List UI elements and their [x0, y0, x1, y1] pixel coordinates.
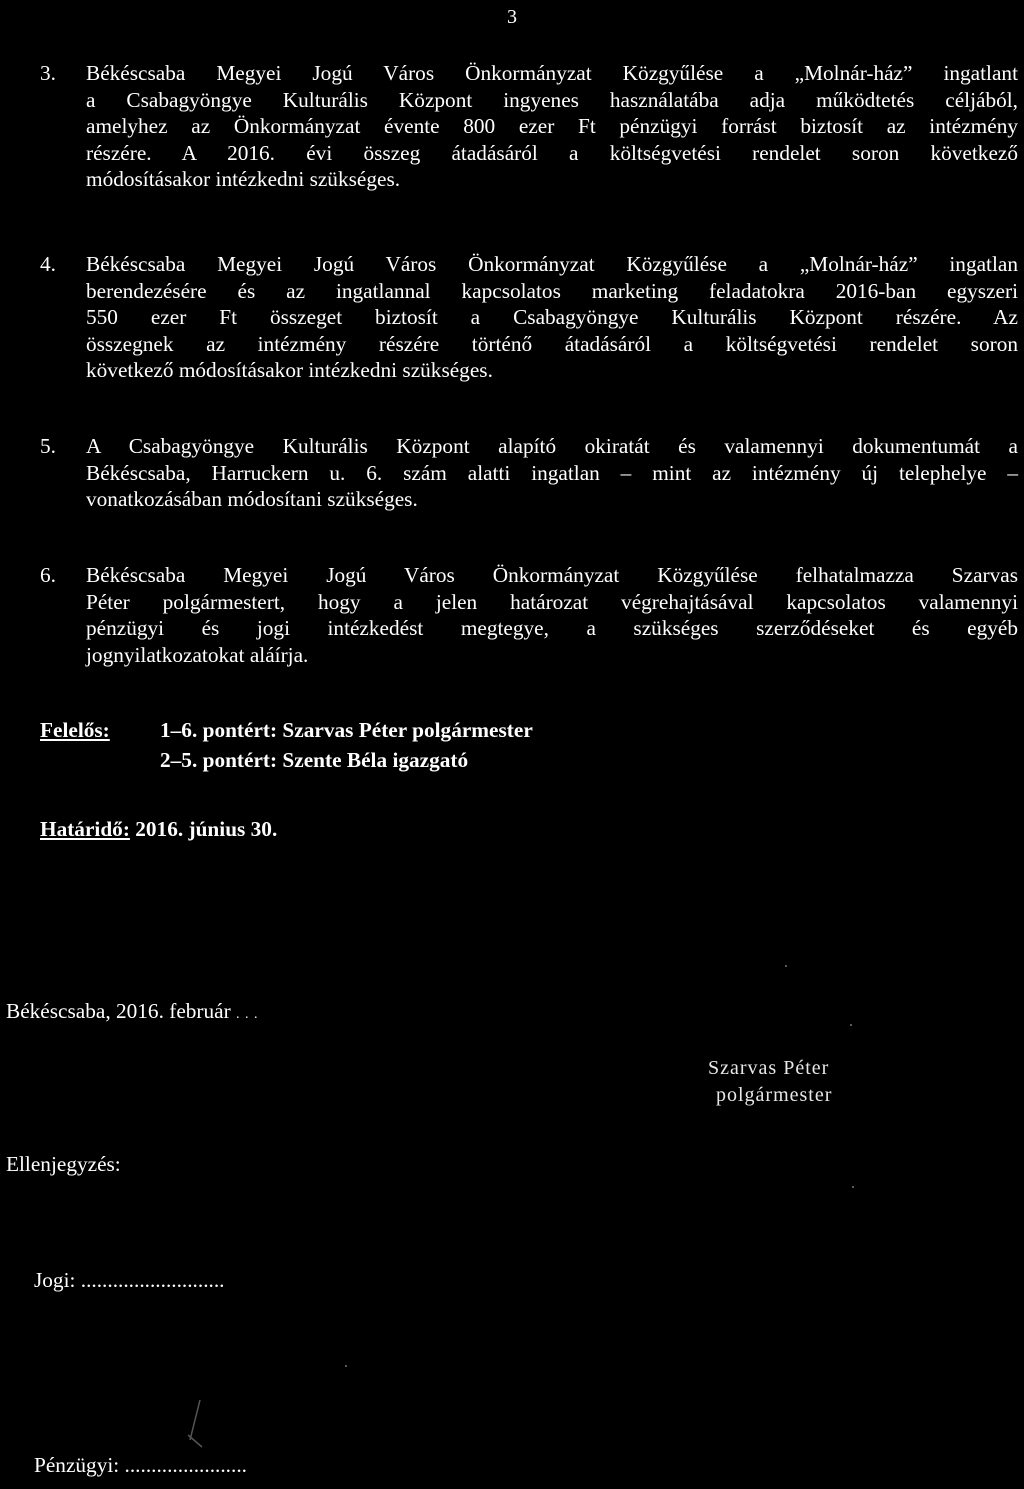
resolution-item-6: [40, 562, 1018, 668]
legal-dots: ...........................: [80, 1268, 225, 1292]
scan-speck: [345, 1365, 347, 1367]
item-number: 4.: [40, 252, 56, 276]
resolution-item-3: [40, 60, 1018, 193]
deadline-label: Határidő:: [40, 817, 130, 841]
text-line: amelyhez az Önkormányzat évente 800 ezer Ft pénzügyi forrást biztosít az intézmény: [86, 114, 1018, 138]
item-text: [86, 60, 1018, 193]
text-line: 550 ezer Ft összeget biztosít a Csabagyöngye Kulturális Központ részére. Az: [86, 305, 1018, 329]
mayor-signature-name: Szarvas Péter: [708, 1057, 830, 1079]
financial-signature-mark: [180, 1395, 220, 1455]
text-line: jognyilatkozatokat aláírja.: [86, 642, 309, 667]
financial-dots: .......................: [124, 1453, 247, 1477]
text-line: összegnek az intézmény részére történő átadásáról a költségvetési rendelet soron: [86, 331, 1018, 356]
scan-speck: [785, 965, 787, 967]
place-date-text: Békéscsaba, 2016. február: [6, 999, 231, 1023]
text-line: módosításakor intézkedni szükséges.: [86, 167, 401, 191]
scan-speck: [850, 1024, 852, 1026]
text-line: Békéscsaba Megyei Jogú Város Önkormányzat Közgyűlése a „Molnár-ház” ingatlant: [86, 61, 1018, 85]
item-text: [86, 562, 1018, 668]
financial-label: Pénzügyi:: [34, 1453, 120, 1477]
item-number: 6.: [40, 563, 56, 587]
item-number: 3.: [40, 61, 56, 85]
responsible-label: Felelős:: [40, 718, 110, 742]
text-line: a Csabagyöngye Kulturális Központ ingyenes használatába adja működtetés céljából,: [86, 87, 1018, 112]
responsible-line-2: 2–5. pontért: Szente Béla igazgató: [160, 748, 469, 772]
item-text: [86, 251, 1018, 384]
responsible-line-1: 1–6. pontért: Szarvas Péter polgármester: [160, 718, 533, 742]
countersign-label: Ellenjegyzés:: [6, 1152, 121, 1176]
resolution-item-5: [40, 433, 1018, 513]
mayor-signature-title: polgármester: [716, 1084, 833, 1106]
text-line: A Csabagyöngye Kulturális Központ alapító okiratát és valamennyi dokumentumát a: [86, 434, 1018, 458]
place-date-day: . . .: [236, 1007, 259, 1022]
item-text: [86, 433, 1018, 513]
text-line: pénzügyi és jogi intézkedést megtegye, a szükséges szerződéseket és egyéb: [86, 616, 1018, 640]
text-line: Péter polgármestert, hogy a jelen határozat végrehajtásával kapcsolatos valamennyi: [86, 589, 1018, 614]
text-line: berendezésére és az ingatlannal kapcsolatos marketing feladatokra 2016-ban egyszeri: [86, 278, 1018, 303]
text-line: Békéscsaba Megyei Jogú Város Önkormányzat Közgyűlése felhatalmazza Szarvas: [86, 563, 1018, 587]
text-line: következő módosításakor intézkedni szükséges.: [86, 358, 493, 382]
text-line: vonatkozásában módosítani szükséges.: [86, 487, 418, 511]
legal-label: Jogi:: [34, 1268, 76, 1292]
legal-countersign: [34, 1268, 225, 1293]
resolution-item-4: [40, 251, 1018, 384]
page-number: 3: [507, 6, 517, 28]
scan-speck: [852, 1186, 854, 1188]
item-number: 5.: [40, 434, 56, 458]
text-line: Békéscsaba, Harruckern u. 6. szám alatti ingatlan – mint az intézmény új telephelye –: [86, 460, 1018, 485]
deadline: [40, 815, 277, 843]
deadline-value: 2016. június 30.: [135, 817, 278, 841]
financial-countersign: [34, 1453, 247, 1478]
responsible-block: [40, 716, 110, 744]
place-date: [6, 999, 259, 1024]
text-line: részére. A 2016. évi összeg átadásáról a költségvetési rendelet soron következő: [86, 140, 1018, 165]
text-line: Békéscsaba Megyei Jogú Város Önkormányzat Közgyűlése a „Molnár-ház” ingatlan: [86, 252, 1018, 276]
